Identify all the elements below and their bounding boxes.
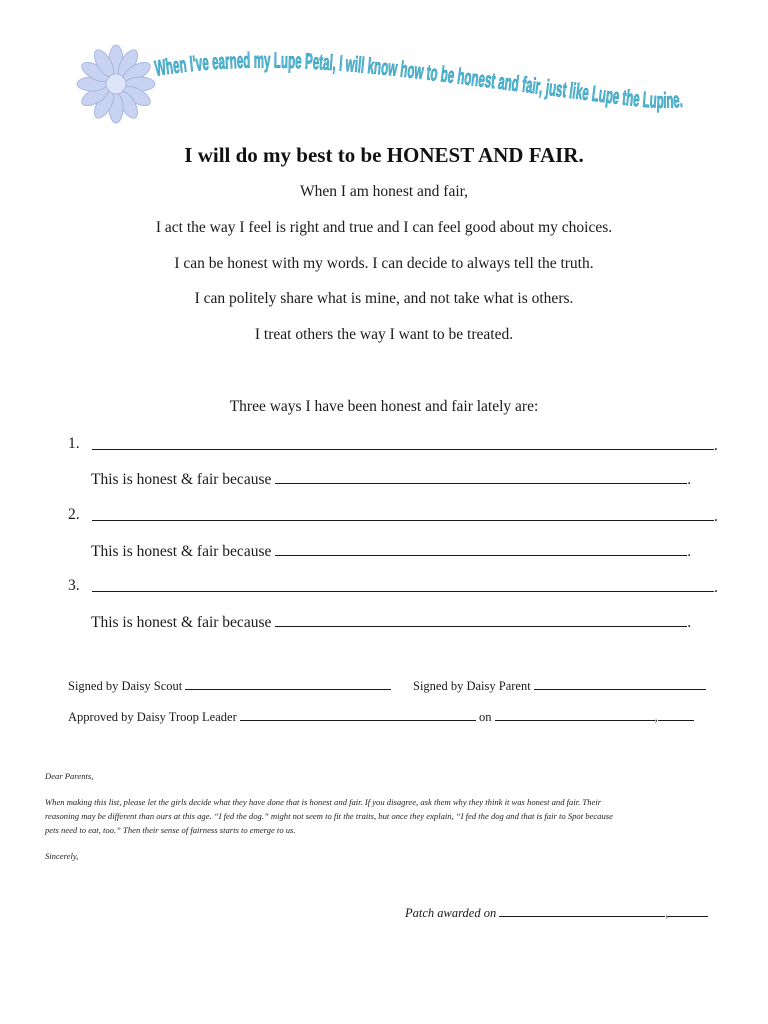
note-body-line: pets need to eat, too.” Then their sense of fairness starts to emerge to us. — [45, 825, 296, 835]
because-label: This is honest & fair because — [91, 614, 272, 631]
because-label: This is honest & fair because — [91, 471, 272, 488]
daisy-scout-signature — [68, 678, 391, 694]
parent-signature-label: Signed by Daisy Parent — [413, 679, 531, 693]
intro-line-3: I can be honest with my words. I can decide to always tell the truth. — [174, 255, 594, 272]
note-body — [45, 795, 725, 837]
because-label: This is honest & fair because — [91, 543, 272, 560]
scout-signature-label: Signed by Daisy Scout — [68, 679, 183, 693]
note-body-line: When making this list, please let the girls decide what they have done that is honest and fair. If you disagree, ask them why they think it was honest and fair. Their — [45, 797, 602, 807]
answer-blank[interactable] — [92, 435, 714, 450]
intro-line-2: I act the way I feel is right and true and I can feel good about my choices. — [155, 219, 613, 236]
note-body-line: reasoning may be different than ours at this age. “I fed the dog.” might not seem to fit the traits, but once they explain, “I fed the dog and that is fair to Spot because — [45, 811, 613, 821]
intro-line-1: When I am honest and fair, — [299, 183, 469, 200]
answer-blank[interactable] — [92, 577, 714, 592]
intro-line-5: I treat others the way I want to be treated. — [254, 326, 514, 343]
item-number: 3. — [68, 577, 80, 594]
note-closing: Sincerely, — [45, 851, 79, 861]
intro-line-4: I can politely share what is mine, and not take what is others. — [194, 290, 574, 307]
because-row-2: This is honest & fair because . — [91, 543, 692, 560]
page-title: I will do my best to be HONEST AND FAIR. — [184, 143, 584, 167]
leader-signature-field[interactable] — [240, 709, 476, 721]
approval-date-field[interactable] — [495, 709, 655, 721]
answer-blank[interactable] — [92, 506, 714, 521]
item-number: 2. — [68, 506, 80, 523]
list-prompt: Three ways I have been honest and fair lately are: — [229, 398, 539, 415]
approval-year-field[interactable] — [658, 709, 694, 721]
answer-line-1[interactable]: . — [92, 435, 718, 455]
parent-signature-field[interactable] — [534, 678, 706, 690]
answer-line-2[interactable]: . — [92, 506, 718, 526]
because-blank[interactable] — [275, 612, 687, 627]
because-blank[interactable] — [275, 541, 687, 556]
banner-text: When I've earned my Lupe Petal, I will know how to be honest and fair, just like Lupe the Lupine. — [152, 47, 687, 114]
item-number: 1. — [68, 435, 80, 452]
because-blank[interactable] — [275, 469, 687, 484]
daisy-parent-signature — [413, 678, 706, 694]
scout-signature-field[interactable] — [185, 678, 391, 690]
note-greeting: Dear Parents, — [45, 771, 94, 781]
header-banner — [76, 36, 696, 136]
daisy-flower-icon — [77, 45, 155, 123]
answer-line-3[interactable]: . — [92, 577, 718, 597]
troop-leader-approval: Approved by Daisy Troop Leader on , — [68, 709, 694, 725]
patch-date-field[interactable] — [499, 905, 665, 917]
patch-year-field[interactable] — [668, 905, 708, 917]
because-row-1: This is honest & fair because . — [91, 471, 692, 488]
patch-awarded-label: Patch awarded on — [405, 906, 497, 920]
approval-on-label: on — [478, 710, 492, 724]
leader-approval-label: Approved by Daisy Troop Leader — [68, 710, 237, 724]
because-row-3: This is honest & fair because . — [91, 614, 692, 631]
patch-awarded: Patch awarded on , — [405, 905, 708, 921]
